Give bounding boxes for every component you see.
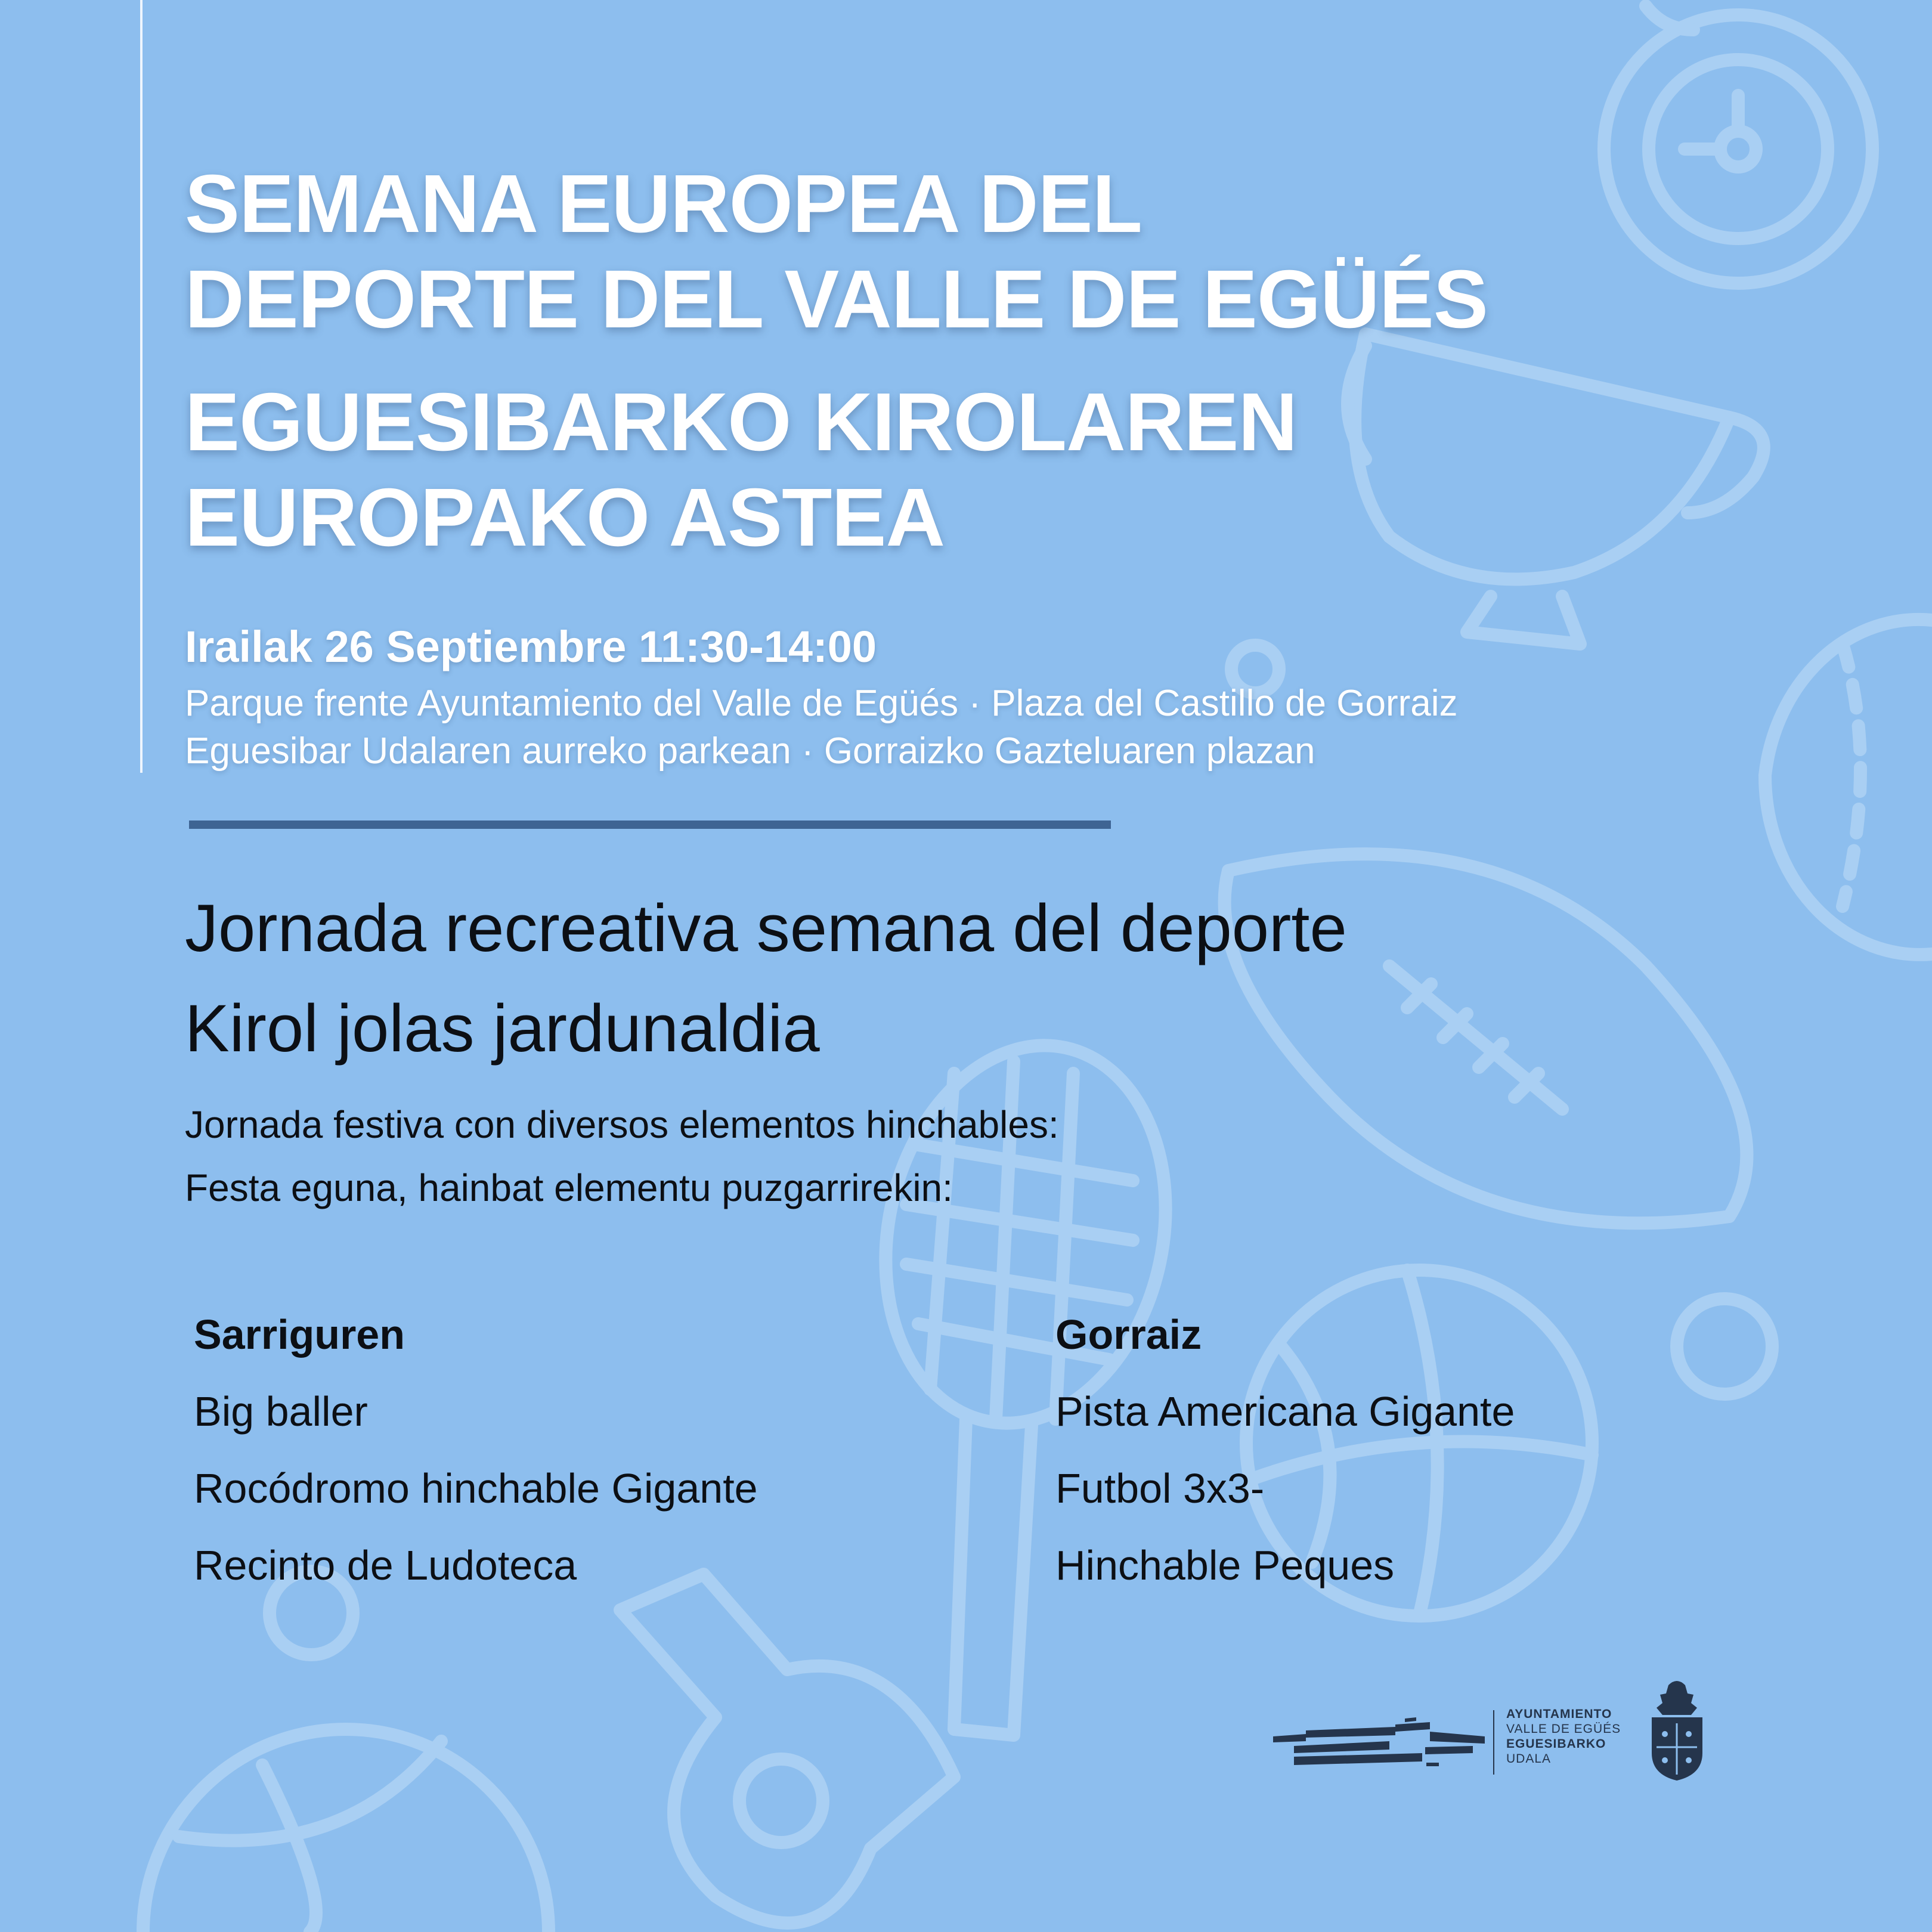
whistle-icon [620, 1574, 954, 1923]
logo-line-2: VALLE DE EGÜÉS [1506, 1722, 1621, 1736]
list-item: Recinto de Ludoteca [194, 1542, 577, 1589]
description-spanish: Jornada festiva con diversos elementos hinchables: [185, 1103, 1059, 1146]
logo-line-1: AYUNTAMIENTO [1506, 1707, 1612, 1721]
list-item: Rocódromo hinchable Gigante [194, 1465, 758, 1512]
list-item: Pista Americana Gigante [1055, 1388, 1515, 1435]
sarriguren-list [194, 1311, 758, 1589]
town-hall-name [1506, 1707, 1621, 1766]
title-spanish [185, 156, 1488, 347]
vertical-accent-line [140, 0, 143, 773]
volleyball-icon [143, 1729, 549, 1932]
event-location-basque: Eguesibar Udalaren aurreko parkean · Gorraizko Gazteluaren plazan [185, 730, 1315, 772]
stopwatch-icon [1604, 6, 1872, 283]
section-divider [189, 821, 1111, 829]
coat-of-arms-icon [1652, 1681, 1702, 1781]
title-basque [185, 374, 1297, 565]
description-basque: Festa eguna, hainbat elementu puzgarrirekin: [185, 1166, 953, 1209]
trophy-icon [1348, 334, 1764, 644]
ball-icon [1765, 620, 1932, 955]
building-logo-icon [1273, 1717, 1485, 1766]
event-date: Irailak 26 Septiembre 11:30-14:00 [185, 622, 877, 671]
title-basque-line-2: EUROPAKO ASTEA [185, 472, 945, 564]
title-spanish-line-1: SEMANA EUROPEA DEL [185, 158, 1142, 250]
list-item: Futbol 3x3- [1055, 1465, 1265, 1512]
list-item: Hinchable Peques [1055, 1542, 1395, 1589]
list-item: Big baller [194, 1388, 368, 1435]
title-basque-line-1: EGUESIBARKO KIROLAREN [185, 376, 1298, 468]
logo-line-4: UDALA [1506, 1752, 1552, 1766]
logo-line-3: EGUESIBARKO [1506, 1737, 1606, 1751]
title-spanish-line-2: DEPORTE DEL VALLE DE EGÜÉS [185, 253, 1488, 345]
town-hall-logo [1270, 1670, 1723, 1783]
subtitle-basque: Kirol jolas jardunaldia [185, 991, 820, 1066]
gorraiz-list [1055, 1311, 1515, 1589]
event-location-spanish: Parque frente Ayuntamiento del Valle de Egüés · Plaza del Castillo de Gorraiz [185, 683, 1458, 724]
gorraiz-heading: Gorraiz [1055, 1311, 1202, 1358]
sarriguren-heading: Sarriguren [194, 1311, 405, 1358]
subtitle-spanish: Jornada recreativa semana del deporte [185, 891, 1347, 965]
